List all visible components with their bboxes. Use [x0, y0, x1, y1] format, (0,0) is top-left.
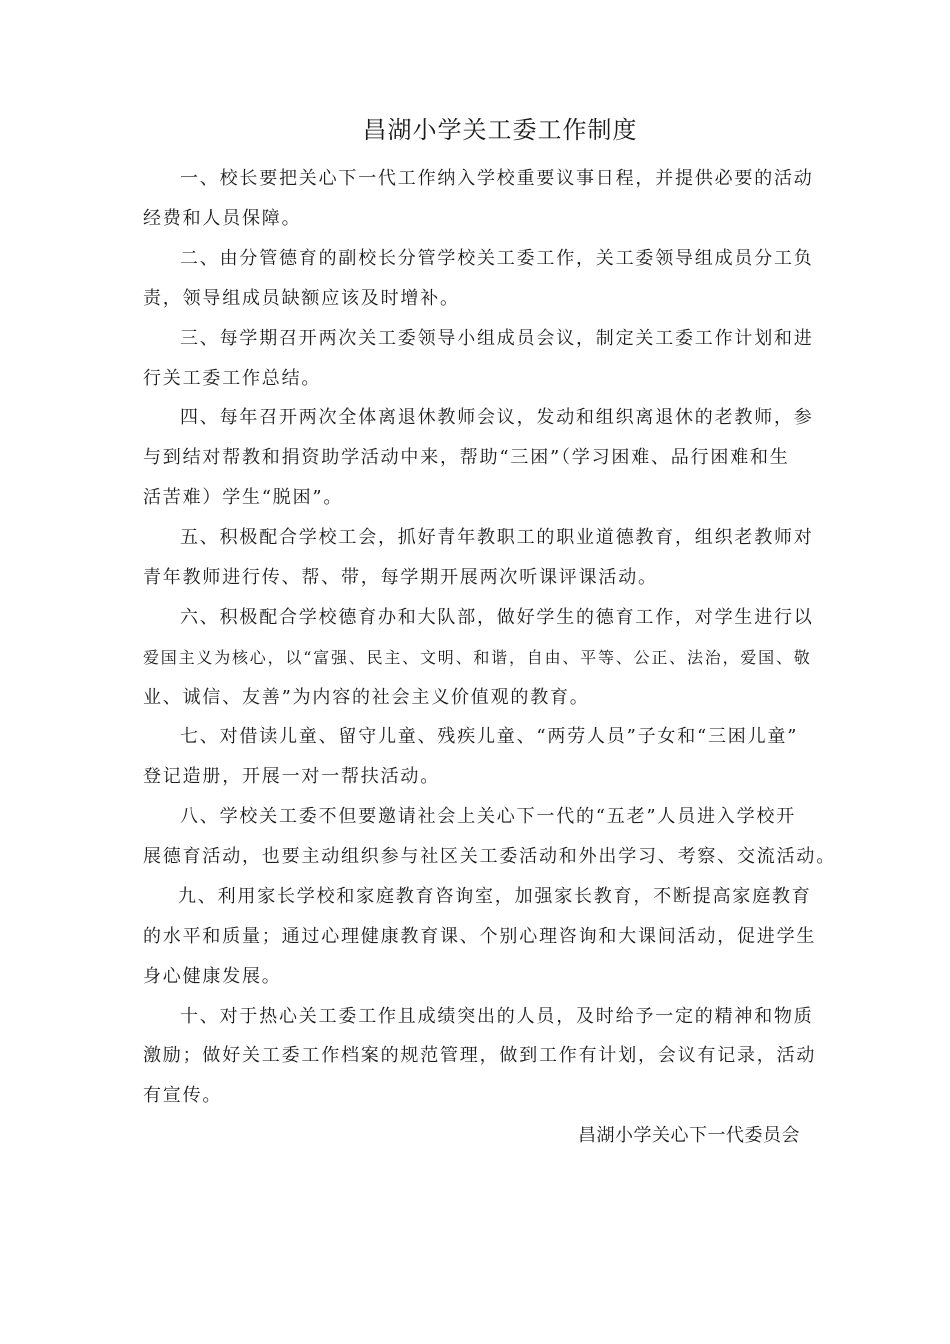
text-line: 与到结对帮教和捐资助学活动中来，帮助“三困”（学习困难、品行困难和生 — [143, 447, 790, 468]
signature: 昌湖小学关心下一代委员会 — [578, 1125, 800, 1146]
text-line: 的水平和质量；通过心理健康教育课、个别心理咨询和大课间活动，促进学生 — [143, 926, 817, 947]
text-line: 激励；做好关工委工作档案的规范管理，做到工作有计划，会议有记录，活动 — [143, 1045, 817, 1066]
text-line: 业、诚信、友善”为内容的社会主义价值观的教育。 — [143, 687, 590, 708]
text-line: 八、学校关工委不但要邀请社会上关心下一代的“五老”人员进入学校开 — [180, 806, 797, 827]
text-line: 九、利用家长学校和家庭教育咨询室，加强家长教育，不断提高家庭教育 — [178, 886, 812, 907]
text-line: 展德育活动，也要主动组织参与社区关工委活动和外出学习、考察、交流活动。 — [143, 846, 836, 867]
text-line: 二、由分管德育的副校长分管学校关工委工作，关工委领导组成员分工负 — [180, 248, 814, 269]
text-line: 三、每学期召开两次关工委领导小组成员会议，制定关工委工作计划和进 — [180, 328, 814, 349]
text-line: 身心健康发展。 — [143, 966, 282, 987]
text-line: 有宣传。 — [143, 1085, 223, 1106]
text-line: 责，领导组成员缺额应该及时增补。 — [143, 288, 460, 309]
text-line: 登记造册，开展一对一帮扶活动。 — [143, 766, 440, 787]
text-line: 爱国主义为核心，以“富强、民主、文明、和谐，自由、平等、公正、法治，爱国、敬 — [143, 648, 812, 667]
text-line: 活苦难）学生“脱困”。 — [143, 487, 344, 508]
text-line: 六、积极配合学校德育办和大队部，做好学生的德育工作，对学生进行以 — [180, 607, 814, 628]
text-line: 行关工委工作总结。 — [143, 368, 322, 389]
text-line: 青年教师进行传、帮、带，每学期开展两次听课评课活动。 — [143, 567, 658, 588]
text-line: 十、对于热心关工委工作且成绩突出的人员，及时给予一定的精神和物质 — [180, 1006, 814, 1027]
document-title: 昌湖小学关工委工作制度 — [362, 116, 638, 144]
text-line: 五、积极配合学校工会，抓好青年教职工的职业道德教育，组织老教师对 — [180, 527, 814, 548]
text-line: 一、校长要把关心下一代工作纳入学校重要议事日程，并提供必要的活动 — [180, 168, 814, 189]
text-line: 四、每年召开两次全体离退休教师会议，发动和组织离退休的老教师，参 — [180, 407, 814, 428]
text-line: 七、对借读儿童、留守儿童、残疾儿童、“两劳人员”子女和“三困儿童” — [180, 726, 799, 747]
text-line: 经费和人员保障。 — [143, 208, 302, 229]
